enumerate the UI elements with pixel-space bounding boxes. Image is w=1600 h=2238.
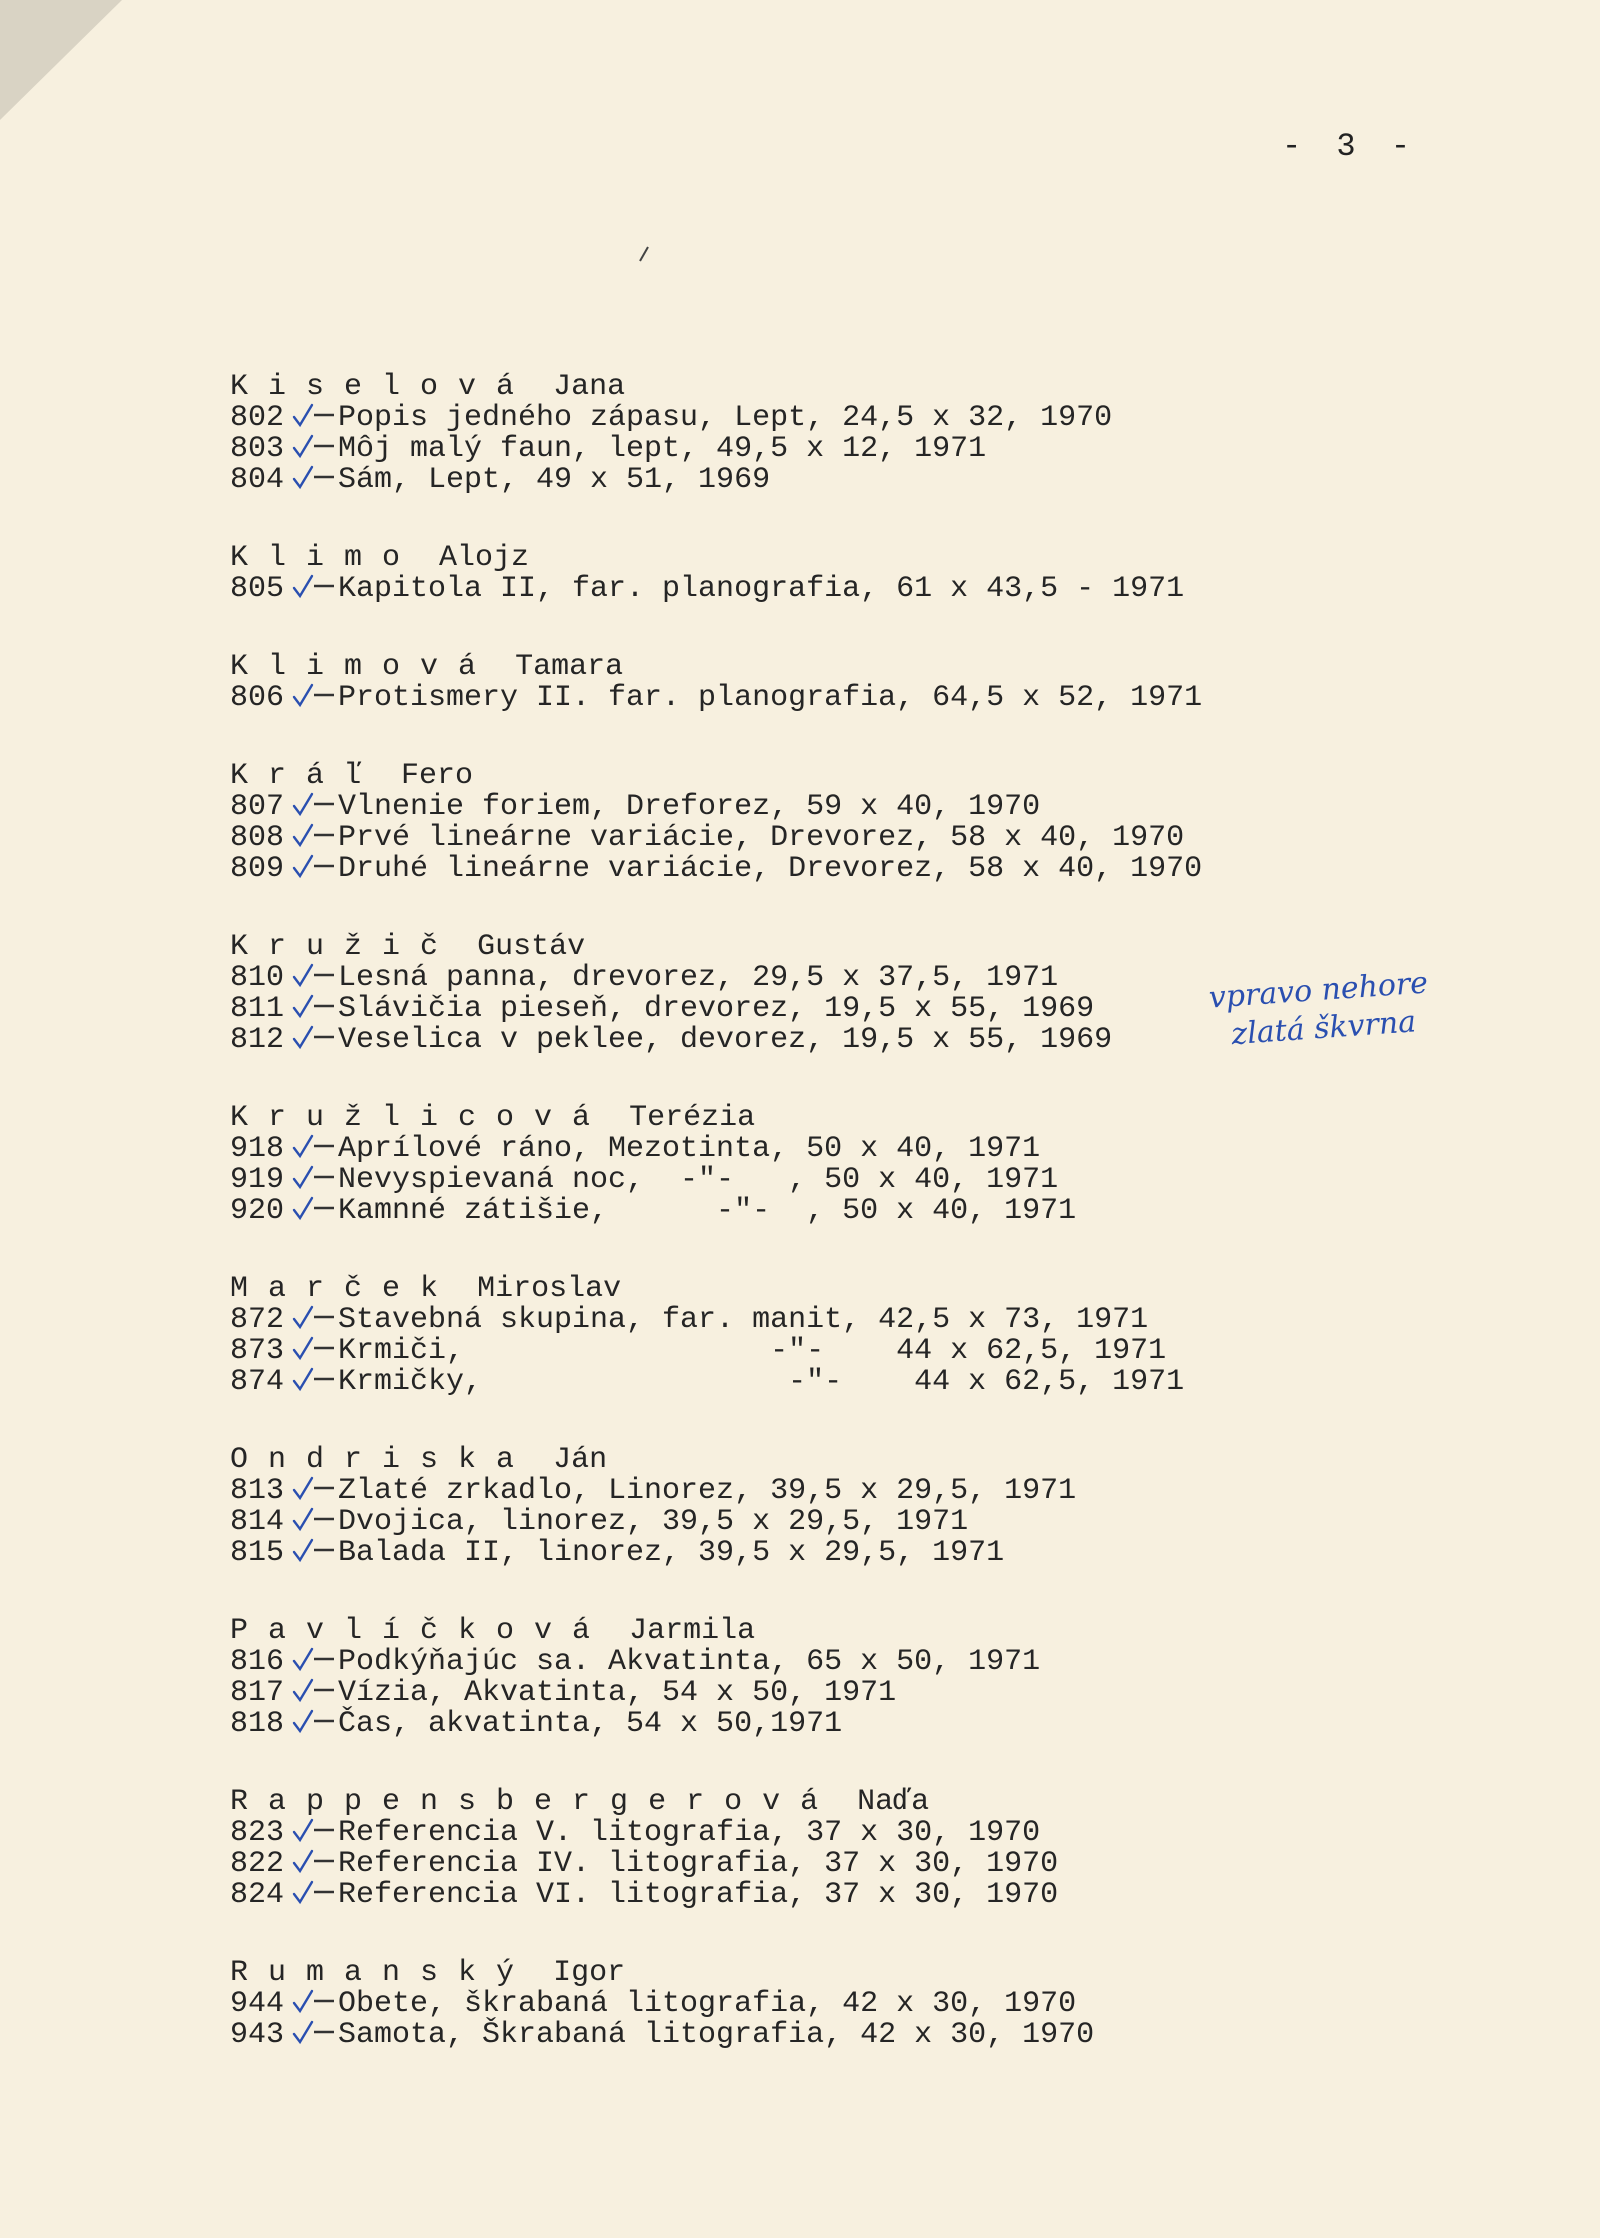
- catalog-row: [230, 1025, 1380, 1056]
- artist-first-name: Miroslav: [477, 1272, 622, 1306]
- artist-heading: [230, 761, 1380, 792]
- artist-first-name: Naďa: [857, 1785, 930, 1819]
- handwritten-note: [1208, 964, 1432, 1055]
- artist-first-name: Ján: [553, 1443, 608, 1477]
- artwork-description: Podkýňajúc sa. Akvatinta, 65 x 50, 1971: [338, 1645, 1041, 1679]
- artist-surname: P a v l í č k o v á: [230, 1614, 592, 1648]
- artist-first-name: Jarmila: [629, 1614, 756, 1648]
- stray-pen-mark: [638, 246, 650, 262]
- artwork-description: Popis jedného zápasu, Lept, 24,5 x 32, 1970: [338, 401, 1113, 435]
- artist-first-name: Igor: [553, 1956, 626, 1990]
- catalog-number: 918: [230, 1132, 285, 1166]
- check-mark-icon: [292, 992, 338, 1018]
- catalog-row: [230, 1134, 1380, 1165]
- artwork-description: Referencia VI. litografia, 37 x 30, 1970: [338, 1878, 1059, 1912]
- check-mark-icon: [292, 1163, 338, 1189]
- artist-entry: [230, 543, 1380, 605]
- catalog-row: [230, 1196, 1380, 1227]
- handwritten-note-line-2: zlatá škvrna: [1230, 1004, 1418, 1053]
- artist-surname: R u m a n s k ý: [230, 1956, 516, 1990]
- catalog-number: 806: [230, 681, 285, 715]
- catalog-number: 815: [230, 1536, 285, 1570]
- artist-entry: [230, 932, 1380, 1056]
- catalog-row: [230, 823, 1380, 854]
- check-mark-icon: [292, 572, 338, 598]
- artist-surname: K r u ž i č: [230, 930, 440, 964]
- artist-entry: [230, 1616, 1380, 1740]
- catalog-row: [230, 683, 1380, 714]
- artist-entry: [230, 1274, 1380, 1398]
- artist-surname: R a p p e n s b e r g e r o v á: [230, 1785, 820, 1819]
- catalog-row: [230, 434, 1380, 465]
- catalog-number: 818: [230, 1707, 285, 1741]
- catalog-number: 919: [230, 1163, 285, 1197]
- artwork-description: Kamnné zátišie, -"- , 50 x 40, 1971: [338, 1194, 1077, 1228]
- check-mark-icon: [292, 1707, 338, 1733]
- catalog-row: [230, 792, 1380, 823]
- check-mark-icon: [292, 1676, 338, 1702]
- check-mark-icon: [292, 1847, 338, 1873]
- artwork-description: Môj malý faun, lept, 49,5 x 12, 1971: [338, 432, 987, 466]
- page-number: - 3 -: [1282, 128, 1419, 165]
- catalog-number: 822: [230, 1847, 285, 1881]
- artist-heading: [230, 543, 1380, 574]
- catalog-row: [230, 1305, 1380, 1336]
- catalog-row: [230, 1989, 1380, 2020]
- artist-entry: [230, 1103, 1380, 1227]
- catalog-row: [230, 1165, 1380, 1196]
- artist-first-name: Jana: [553, 370, 626, 404]
- artist-entry: [230, 1958, 1380, 2051]
- artwork-description: Referencia V. litografia, 37 x 30, 1970: [338, 1816, 1041, 1850]
- catalog-number: 810: [230, 961, 285, 995]
- catalog-row: [230, 1678, 1380, 1709]
- artwork-description: Čas, akvatinta, 54 x 50,1971: [338, 1707, 843, 1741]
- catalog-row: [230, 1647, 1380, 1678]
- catalog-number: 804: [230, 463, 285, 497]
- catalog-row: [230, 1818, 1380, 1849]
- catalog-number: 803: [230, 432, 285, 466]
- artist-first-name: Gustáv: [477, 930, 586, 964]
- artwork-description: Stavebná skupina, far. manit, 42,5 x 73, 1971: [338, 1303, 1149, 1337]
- check-mark-icon: [292, 821, 338, 847]
- check-mark-icon: [292, 1878, 338, 1904]
- artwork-description: Krmičky, -"- 44 x 62,5, 1971: [338, 1365, 1185, 1399]
- check-mark-icon: [292, 681, 338, 707]
- catalog-number: 813: [230, 1474, 285, 1508]
- catalog-number: 812: [230, 1023, 285, 1057]
- catalog-row: [230, 1367, 1380, 1398]
- catalog-number: 809: [230, 852, 285, 886]
- artwork-description: Protismery II. far. planografia, 64,5 x 52, 1971: [338, 681, 1203, 715]
- artist-surname: K i s e l o v á: [230, 370, 516, 404]
- catalog-number: 805: [230, 572, 285, 606]
- artwork-description: Druhé lineárne variácie, Drevorez, 58 x 40, 1970: [338, 852, 1203, 886]
- catalog-number: 872: [230, 1303, 285, 1337]
- catalog-row: [230, 1849, 1380, 1880]
- artist-heading: [230, 652, 1380, 683]
- artist-surname: O n d r i s k a: [230, 1443, 516, 1477]
- catalog-row: [230, 574, 1380, 605]
- check-mark-icon: [292, 1365, 338, 1391]
- artist-first-name: Tamara: [515, 650, 624, 684]
- artist-heading: [230, 1616, 1380, 1647]
- artwork-description: Prvé lineárne variácie, Drevorez, 58 x 40, 1970: [338, 821, 1185, 855]
- catalog-number: 802: [230, 401, 285, 435]
- check-mark-icon: [292, 1132, 338, 1158]
- catalog-row: [230, 1880, 1380, 1911]
- artwork-description: Vízia, Akvatinta, 54 x 50, 1971: [338, 1676, 897, 1710]
- artist-heading: [230, 1103, 1380, 1134]
- catalog-row: [230, 994, 1380, 1025]
- check-mark-icon: [292, 1194, 338, 1220]
- catalog-row: [230, 1709, 1380, 1740]
- catalog-row: [230, 1538, 1380, 1569]
- artist-first-name: Fero: [401, 759, 474, 793]
- artwork-description: Vlnenie foriem, Dreforez, 59 x 40, 1970: [338, 790, 1041, 824]
- artist-heading: [230, 1445, 1380, 1476]
- artwork-description: Veselica v peklee, devorez, 19,5 x 55, 1969: [338, 1023, 1113, 1057]
- artist-first-name: Alojz: [439, 541, 530, 575]
- check-mark-icon: [292, 961, 338, 987]
- artwork-description: Nevyspievaná noc, -"- , 50 x 40, 1971: [338, 1163, 1059, 1197]
- catalog-row: [230, 854, 1380, 885]
- catalog-number: 807: [230, 790, 285, 824]
- artist-entry: [230, 761, 1380, 885]
- artwork-description: Aprílové ráno, Mezotinta, 50 x 40, 1971: [338, 1132, 1041, 1166]
- artwork-description: Obete, škrabaná litografia, 42 x 30, 1970: [338, 1987, 1077, 2021]
- artist-entry: [230, 372, 1380, 496]
- catalog-number: 920: [230, 1194, 285, 1228]
- catalog-number: 817: [230, 1676, 285, 1710]
- artwork-description: Samota, Škrabaná litografia, 42 x 30, 1970: [338, 2018, 1095, 2052]
- check-mark-icon: [292, 1505, 338, 1531]
- artist-surname: K r á ľ: [230, 759, 364, 793]
- artist-surname: M a r č e k: [230, 1272, 440, 1306]
- catalog-row: [230, 2020, 1380, 2051]
- catalog-row: [230, 1507, 1380, 1538]
- artist-surname: K l i m o: [230, 541, 402, 575]
- check-mark-icon: [292, 432, 338, 458]
- artist-surname: K l i m o v á: [230, 650, 478, 684]
- check-mark-icon: [292, 463, 338, 489]
- catalog-number: 824: [230, 1878, 285, 1912]
- catalog-number: 811: [230, 992, 285, 1026]
- check-mark-icon: [292, 401, 338, 427]
- catalog-row: [230, 1476, 1380, 1507]
- check-mark-icon: [292, 1334, 338, 1360]
- check-mark-icon: [292, 1536, 338, 1562]
- artwork-catalog: [230, 372, 1380, 2098]
- check-mark-icon: [292, 790, 338, 816]
- artist-entry: [230, 1787, 1380, 1911]
- handwritten-note-line-1: vpravo nehore: [1207, 965, 1430, 1016]
- artist-heading: [230, 372, 1380, 403]
- check-mark-icon: [292, 1303, 338, 1329]
- artwork-description: Dvojica, linorez, 39,5 x 29,5, 1971: [338, 1505, 969, 1539]
- artist-heading: [230, 1274, 1380, 1305]
- artist-heading: [230, 932, 1380, 963]
- artist-entry: [230, 652, 1380, 714]
- catalog-number: 816: [230, 1645, 285, 1679]
- check-mark-icon: [292, 1023, 338, 1049]
- artist-entry: [230, 1445, 1380, 1569]
- check-mark-icon: [292, 1816, 338, 1842]
- check-mark-icon: [292, 1987, 338, 2013]
- catalog-number: 814: [230, 1505, 285, 1539]
- check-mark-icon: [292, 852, 338, 878]
- catalog-row: [230, 465, 1380, 496]
- artwork-description: Balada II, linorez, 39,5 x 29,5, 1971: [338, 1536, 1005, 1570]
- check-mark-icon: [292, 2018, 338, 2044]
- artwork-description: Zlaté zrkadlo, Linorez, 39,5 x 29,5, 1971: [338, 1474, 1077, 1508]
- catalog-number: 873: [230, 1334, 285, 1368]
- artwork-description: Lesná panna, drevorez, 29,5 x 37,5, 1971: [338, 961, 1059, 995]
- artwork-description: Krmiči, -"- 44 x 62,5, 1971: [338, 1334, 1167, 1368]
- artwork-description: Referencia IV. litografia, 37 x 30, 1970: [338, 1847, 1059, 1881]
- artist-heading: [230, 1787, 1380, 1818]
- check-mark-icon: [292, 1474, 338, 1500]
- catalog-number: 874: [230, 1365, 285, 1399]
- artist-heading: [230, 1958, 1380, 1989]
- artist-first-name: Terézia: [629, 1101, 756, 1135]
- catalog-row: [230, 403, 1380, 434]
- check-mark-icon: [292, 1645, 338, 1671]
- artwork-description: Kapitola II, far. planografia, 61 x 43,5 - 1971: [338, 572, 1185, 606]
- catalog-row: [230, 1336, 1380, 1367]
- artwork-description: Slávičia pieseň, drevorez, 19,5 x 55, 1969: [338, 992, 1095, 1026]
- catalog-number: 823: [230, 1816, 285, 1850]
- catalog-number: 808: [230, 821, 285, 855]
- catalog-number: 944: [230, 1987, 285, 2021]
- artist-surname: K r u ž l i c o v á: [230, 1101, 592, 1135]
- artwork-description: Sám, Lept, 49 x 51, 1969: [338, 463, 771, 497]
- catalog-number: 943: [230, 2018, 285, 2052]
